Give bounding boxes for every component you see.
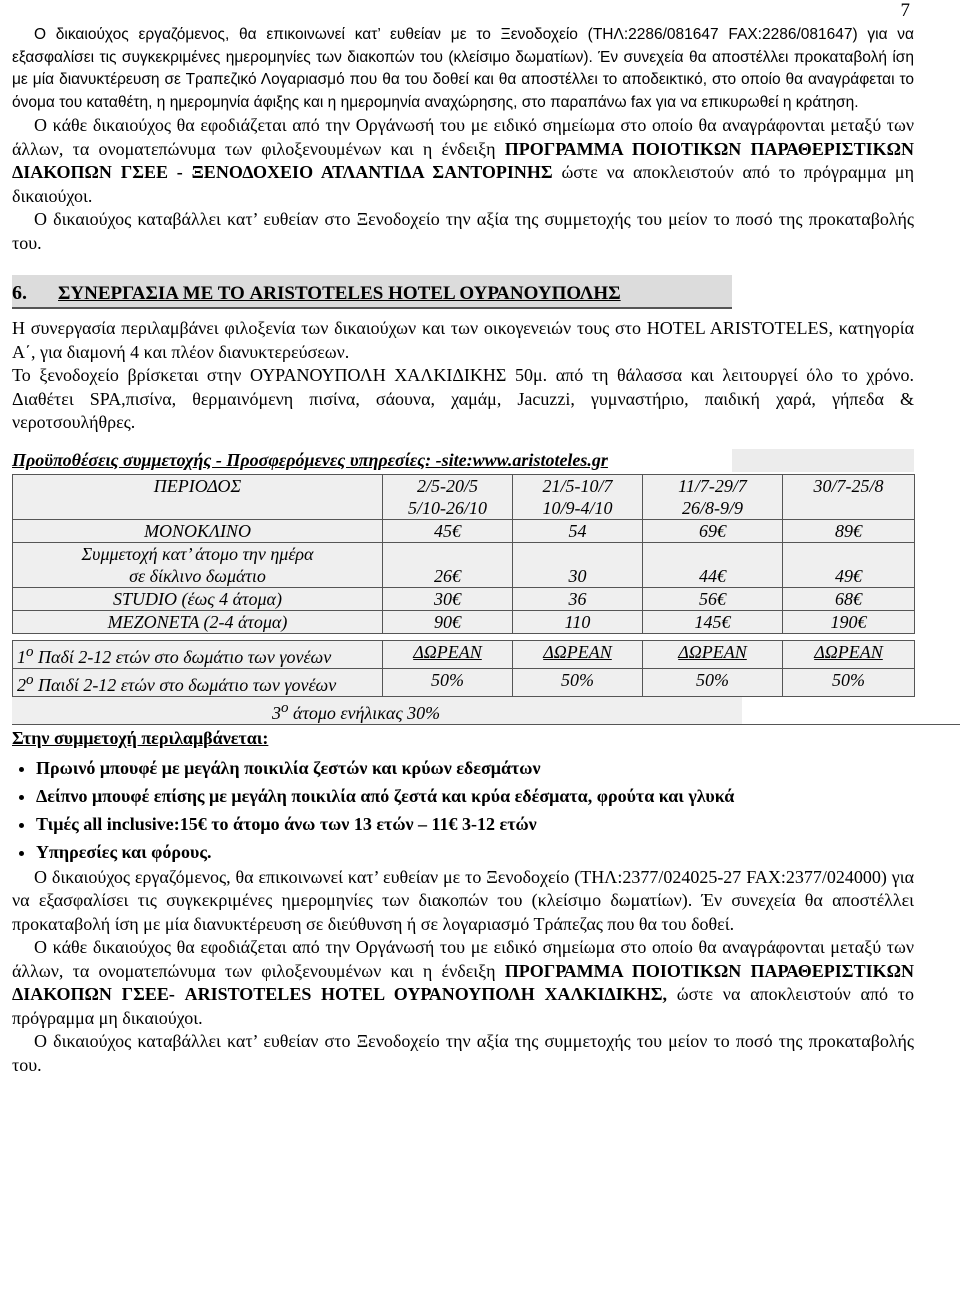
page-number: 7 bbox=[900, 0, 910, 21]
period-col-2: 21/5-10/7 10/9-4/10 bbox=[513, 474, 643, 519]
includes-heading: Στην συμμετοχή περιλαμβάνεται: bbox=[12, 727, 269, 748]
section-intro-hospitality: Η συνεργασία περιλαμβάνει φιλοξενία των δικαιούχων και των οικογενειών τους στο HOTEL ARISTOTELES, κατηγορία Α΄, για διαμονή 4 και πλέον διανυκτερεύσεων. bbox=[12, 318, 914, 362]
list-item: • Δείπνο μπουφέ επίσης με μεγάλη ποικιλία από ζεστά και κρύα εδέσματα, φρούτα και γλυκά bbox=[36, 782, 914, 810]
table-row: Συμμετοχή κατ’ άτομο την ημέρα σε δίκλινο δωμάτιο 26€ 30 44€ 49€ bbox=[13, 542, 915, 587]
program-name-atlantis: ΠΡΟΓΡΑΜΜΑ ΠΟΙΟΤΙΚΩΝ ΠΑΡΑΘΕΡΙΣΤΙΚΩΝ ΔΙΑΚΟΠΩΝ ΓΣΕΕ - ΞΕΝΟΔΟΧΕΙΟ ΑΤΛΑΝΤΙΔΑ ΣΑΝΤΟΡΙΝΗΣ bbox=[12, 138, 914, 182]
section-number: 6. bbox=[12, 282, 27, 304]
section-intro-location: Το ξενοδοχείο βρίσκεται στην ΟΥΡΑΝΟΥΠΟΛΗ ΧΑΛΚΙΔΙΚΗΣ 50μ. από τη θάλασσα και λειτουργεί όλο το χρόνο. Διαθέτει SPA,πισίνα, θερμαινόμενη πισίνα, σάουνα, χαμάμ, Jacuzzi, γυμναστήριο, παιδική χαρά, γήπεδα & νεροτσουλήθρες. bbox=[12, 365, 914, 432]
table-row: STUDIO (έως 4 άτομα) 30€ 36 56€ 68€ bbox=[13, 587, 915, 610]
period-col-4: 30/7-25/8 bbox=[783, 474, 915, 519]
document-page bbox=[12, 0, 914, 1077]
top-paragraph-contact: Ο δικαιούχος εργαζόμενος, θα επικοινωνεί κατ’ ευθείαν με το Ξενοδοχείο (ΤΗΛ:2286/081647 FAX:2286/081647) για να εξασφαλίσει τις συγκεκριμένες ημερομηνίες των διακοπών του (κλείσιμο δωματίων). Έν συνεχεία θα αποστέλλει προκαταβολή ίση με μία διανυκτέρευση σε Τραπεζικό Λογαριασμό που θα του δοθεί και θα αποστέλλει το αποδεικτικό, στο οποίο θα αναγράφεται το όνομα του καταθέτη, η ημερομηνία άφιξης και η ημερομηνία αναχώρησης, στο παραπάνω fax για να επικυρωθεί η κράτηση. bbox=[12, 26, 914, 111]
prerequisites-heading: Προϋποθέσεις συμμετοχής - Προσφερόμενες υπηρεσίες: -site:www.aristoteles.gr bbox=[12, 449, 914, 472]
table-row-child-1: $1^o$ Παδί 2-12 ετών στο δωμάτιο των γονέων ΔΩΡΕΑΝ ΔΩΡΕΑΝ ΔΩΡΕΑΝ ΔΩΡΕΑΝ bbox=[13, 640, 915, 668]
top-paragraph-voucher: Ο κάθε δικαιούχος θα εφοδιάζεται από την Οργάνωσή του με ειδικό σημείωμα στο οποίο θα αναγράφονται μεταξύ των άλλων, τα ονοματεπώνυμα των φιλοξενουμένων και η ένδειξη ΠΡΟΓΡΑΜΜΑ ΠΟΙΟΤΙΚΩΝ ΠΑΡΑΘΕΡΙΣΤΙΚΩΝ ΔΙΑΚΟΠΩΝ ΓΣΕΕ - ΞΕΝΟΔΟΧΕΙΟ ΑΤΛΑΝΤΙΔΑ ΣΑΝΤΟΡΙΝΗΣ ώστε να αποκλειστούν από το πρόγραμμα μη δικαιούχοι. bbox=[12, 115, 914, 206]
list-item: • Πρωινό μπουφέ με μεγάλη ποικιλία ζεστών και κρύων εδεσμάτων bbox=[36, 754, 914, 782]
table-row: ΜΟΝΟΚΛΙΝΟ 45€ 54 69€ 89€ bbox=[13, 519, 915, 542]
third-adult-row: $3^o$ άτομο ενήλικας 30% bbox=[12, 697, 960, 725]
bottom-paragraph-voucher: Ο κάθε δικαιούχος θα εφοδιάζεται από την Οργάνωσή του με ειδικό σημείωμα στο οποίο θα αναγράφονται μεταξύ των άλλων, τα ονοματεπώνυμα των φιλοξενουμένων και η ένδειξη ΠΡΟΓΡΑΜΜΑ ΠΟΙΟΤΙΚΩΝ ΠΑΡΑΘΕΡΙΣΤΙΚΩΝ ΔΙΑΚΟΠΩΝ ΓΣΕΕ- ARISTOTELES HOTEL ΟΥΡΑΝΟΥΠΟΛΗ ΧΑΛΚΙΔΙΚΗΣ, ώστε να αποκλειστούν από το πρόγραμμα μη δικαιούχοι. bbox=[12, 937, 915, 1028]
list-item: • Τιμές all inclusive:15€ το άτομο άνω των 13 ετών – 11€ 3-12 ετών bbox=[36, 810, 914, 838]
period-header: ΠΕΡΙΟΔΟΣ bbox=[13, 474, 383, 519]
table-header-row bbox=[13, 474, 915, 519]
period-col-1: 2/5-20/5 5/10-26/10 bbox=[383, 474, 513, 519]
section-heading bbox=[12, 275, 732, 309]
top-paragraph-payment: Ο δικαιούχος καταβάλλει κατ’ ευθείαν στο Ξενοδοχείο την αξία της συμμετοχής του μείον το ποσό της προκαταβολής του. bbox=[12, 209, 914, 253]
bottom-paragraph-payment: Ο δικαιούχος καταβάλλει κατ’ ευθείαν στο Ξενοδοχείο την αξία της συμμετοχής του μείον το ποσό της προκαταβολής του. bbox=[12, 1031, 914, 1075]
list-item: • Υπηρεσίες και φόρους. bbox=[36, 838, 914, 866]
period-col-3: 11/7-29/7 26/8-9/9 bbox=[643, 474, 783, 519]
table-row-child-2: $2^o$ Παιδί 2-12 ετών στο δωμάτιο των γονέων 50% 50% 50% 50% bbox=[13, 668, 915, 696]
table-row: ΜΕΖΟΝΕΤΑ (2-4 άτομα) 90€ 110 145€ 190€ bbox=[13, 610, 915, 633]
includes-list bbox=[12, 754, 914, 866]
section-title: ΣΥΝΕΡΓΑΣΙΑ ΜΕ ΤΟ ARISTOTELES HOTEL ΟΥΡΑΝΟΥΠΟΛΗΣ bbox=[58, 283, 621, 304]
rates-table bbox=[12, 474, 915, 697]
program-name-aristoteles: ΠΡΟΓΡΑΜΜΑ ΠΟΙΟΤΙΚΩΝ ΠΑΡΑΘΕΡΙΣΤΙΚΩΝ ΔΙΑΚΟΠΩΝ ΓΣΕΕ- ARISTOTELES HOTEL ΟΥΡΑΝΟΥΠΟΛΗ ΧΑΛΚΙΔΙΚΗΣ, bbox=[12, 960, 914, 1004]
bottom-paragraph-contact: Ο δικαιούχος εργαζόμενος, θα επικοινωνεί κατ’ ευθείαν με το Ξενοδοχείο (ΤΗΛ:2377/024025-27 FAX:2377/024000) για να εξασφαλίσει τις συγκεκριμένες ημερομηνίες των διακοπών του (κλείσιμο δωματίων). Έν συνεχεία θα αποστέλλει προκαταβολή ίση με μία διανυκτέρευση σε διεύθυνση ή σε λογαριασμό Τράπεζας που θα του δοθεί. bbox=[12, 866, 914, 934]
